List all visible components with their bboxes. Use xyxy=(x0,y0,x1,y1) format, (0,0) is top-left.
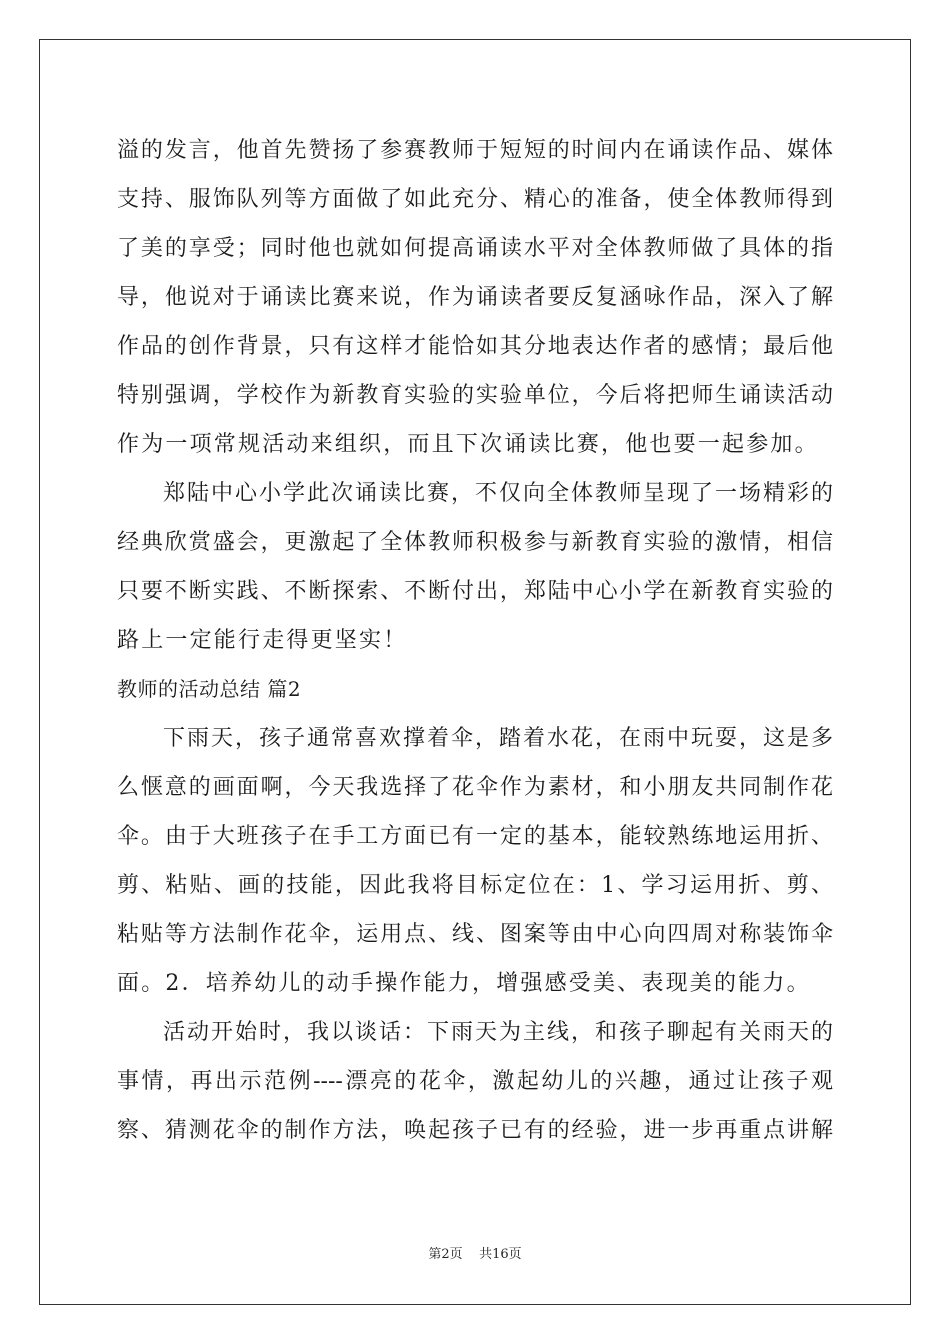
text-line: 路上一定能行走得更坚实！ xyxy=(117,628,408,653)
page-footer xyxy=(0,1243,950,1262)
text-line: 伞。由于大班孩子在手工方面已有一定的基本，能较熟练地运用折、 xyxy=(117,824,833,849)
text-line: 了美的享受；同时他也就如何提高诵读水平对全体教师做了具体的指 xyxy=(117,236,833,261)
document-body xyxy=(117,126,833,1155)
text-line: 郑陆中心小学此次诵读比赛，不仅向全体教师呈现了一场精彩的 xyxy=(163,481,833,506)
section-heading: 教师的活动总结 篇2 xyxy=(117,677,302,701)
page-number: 第2页 xyxy=(428,1247,463,1262)
paragraph-block-1 xyxy=(117,126,833,665)
text-line: 特别强调，学校作为新教育实验的实验单位，今后将把师生诵读活动 xyxy=(117,383,833,408)
page-total: 共16页 xyxy=(479,1247,522,1262)
text-line: 作品的创作背景，只有这样才能恰如其分地表达作者的感情；最后他 xyxy=(117,334,833,359)
text-line: 只要不断实践、不断探索、不断付出，郑陆中心小学在新教育实验的 xyxy=(117,579,833,604)
text-line: 剪、粘贴、画的技能，因此我将目标定位在：1、学习运用折、剪、 xyxy=(117,873,833,898)
text-line: 活动开始时，我以谈话：下雨天为主线，和孩子聊起有关雨天的 xyxy=(163,1020,833,1045)
text-line: 面。2．培养幼儿的动手操作能力，增强感受美、表现美的能力。 xyxy=(117,971,811,996)
text-line: 下雨天，孩子通常喜欢撑着伞，踏着水花，在雨中玩耍，这是多 xyxy=(163,726,833,751)
text-line: 粘贴等方法制作花伞，运用点、线、图案等由中心向四周对称装饰伞 xyxy=(117,922,833,947)
text-line: 溢的发言，他首先赞扬了参赛教师于短短的时间内在诵读作品、媒体 xyxy=(117,138,833,163)
text-line: 作为一项常规活动来组织，而且下次诵读比赛，他也要一起参加。 xyxy=(117,432,819,457)
text-line: 经典欣赏盛会，更激起了全体教师积极参与新教育实验的激情，相信 xyxy=(117,530,833,555)
text-line: 么惬意的画面啊，今天我选择了花伞作为素材，和小朋友共同制作花 xyxy=(117,775,833,800)
text-line: 事情，再出示范例----漂亮的花伞，激起幼儿的兴趣，通过让孩子观 xyxy=(117,1069,833,1094)
text-line: 导，他说对于诵读比赛来说，作为诵读者要反复涵咏作品，深入了解 xyxy=(117,285,833,310)
paragraph-block-2 xyxy=(117,714,833,1155)
text-line: 察、猜测花伞的制作方法，唤起孩子已有的经验，进一步再重点讲解 xyxy=(117,1118,833,1143)
text-line: 支持、服饰队列等方面做了如此充分、精心的准备，使全体教师得到 xyxy=(117,187,833,212)
